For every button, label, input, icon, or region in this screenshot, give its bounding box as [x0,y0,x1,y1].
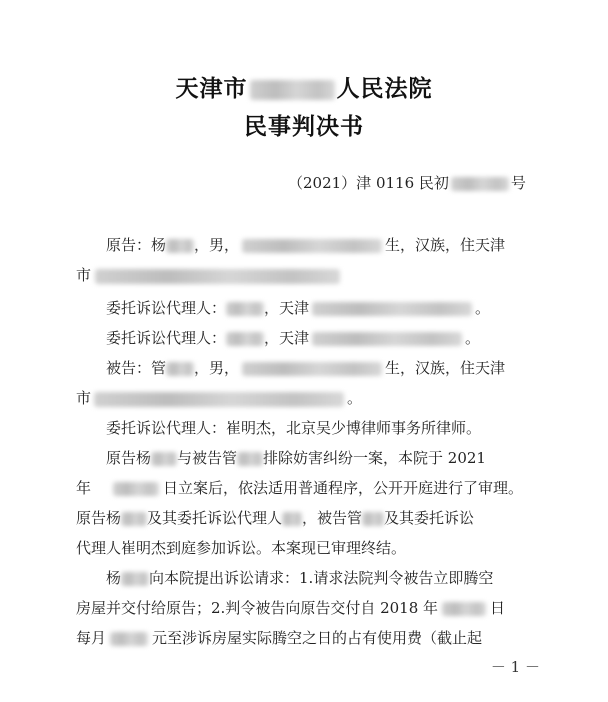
text-segment: 委托诉讼代理人： [106,299,227,317]
redacted-name [282,512,302,526]
defendant-agent-line [106,418,481,438]
redacted-name [121,572,149,586]
claims-line-2 [76,598,505,618]
redacted-name [151,452,177,466]
redacted-agent-name [226,302,264,316]
court-name-prefix: 天津市 [175,76,248,102]
text-segment: 生，汉族，住天津 [385,236,506,254]
text-segment: 委托诉讼代理人：崔明杰，北京吴少博律师事务所律师。 [106,419,482,437]
redacted-law-firm [312,302,472,316]
claims-line-3 [76,628,482,648]
text-segment: 及其委托诉讼 [384,509,475,527]
text-segment: ，男， [194,359,240,377]
redacted-birthdate [242,362,382,376]
redacted-name [121,512,147,526]
redacted-agent-name [226,332,264,346]
text-segment: 委托诉讼代理人： [106,329,227,347]
redacted-amount [110,632,148,646]
claims-line [106,568,493,588]
redacted-birthdate [242,239,382,253]
text-segment: 排除妨害纠纷一案，本院于 2021 [263,449,486,467]
redacted-name [237,452,263,466]
text-segment: 日立案后，依法适用普通程序，公开开庭进行了审理。 [163,479,524,497]
text-segment: 杨 [106,569,122,587]
redacted-law-firm [312,332,462,346]
redacted-address [94,392,344,407]
plaintiff-agent-line [106,298,490,318]
text-segment: 生，汉族，住天津 [385,359,506,377]
text-segment: 日 [490,599,506,617]
text-segment: ，被告管 [302,509,363,527]
text-segment: 年 [76,479,92,497]
text-segment: 及其委托诉讼代理人 [147,509,283,527]
plaintiff-address-line [76,265,340,285]
page-number: － 1 － [490,658,540,676]
redacted-name [166,362,194,376]
redacted-district [250,80,335,100]
defendant-address-line [76,388,362,408]
case-number-prefix: （2021）津 0116 民初 [288,174,449,192]
redacted-date [113,482,159,496]
plaintiff-line [106,235,505,255]
redacted-name [362,512,384,526]
text-segment: 。 [465,329,481,347]
text-segment: 代理人崔明杰到庭参加诉讼。本案现已审理终结。 [76,539,407,557]
text-segment: ，天津 [264,299,310,317]
text-segment: 被告：管 [106,359,167,377]
case-number-suffix: 号 [510,174,526,192]
redacted-address [95,269,340,284]
text-segment: 与被告管 [177,449,238,467]
text-segment: 市 [76,389,92,407]
case-intro-line-2 [76,478,523,498]
document-type: 民事判决书 [244,114,364,140]
text-segment: 元至涉诉房屋实际腾空之日的占有使用费（截止起 [152,629,483,647]
text-segment: ，男， [194,236,240,254]
text-segment: 向本院提出诉讼请求：1.请求法院判令被告立即腾空 [149,569,494,587]
case-intro-line-4 [76,538,406,558]
text-segment: 每月 [76,629,107,647]
redacted-name [166,239,194,253]
case-intro-line-3 [76,508,474,528]
case-intro-line [106,448,486,468]
redacted-date [442,602,486,616]
court-name [0,70,608,103]
defendant-line [106,358,505,378]
text-segment: 市 [76,266,92,284]
redacted-case-serial [451,177,509,191]
plaintiff-agent-line-2 [106,328,480,348]
case-number [288,173,526,193]
text-segment: 原告杨 [76,509,122,527]
court-name-suffix: 人民法院 [336,76,433,102]
text-segment: ，天津 [264,329,310,347]
text-segment: 。 [347,389,363,407]
text-segment: 。 [475,299,491,317]
text-segment: 房屋并交付给原告；2.判令被告向原告交付自 2018 年 [76,599,439,617]
text-segment: 原告杨 [106,449,152,467]
text-segment: 原告：杨 [106,236,167,254]
